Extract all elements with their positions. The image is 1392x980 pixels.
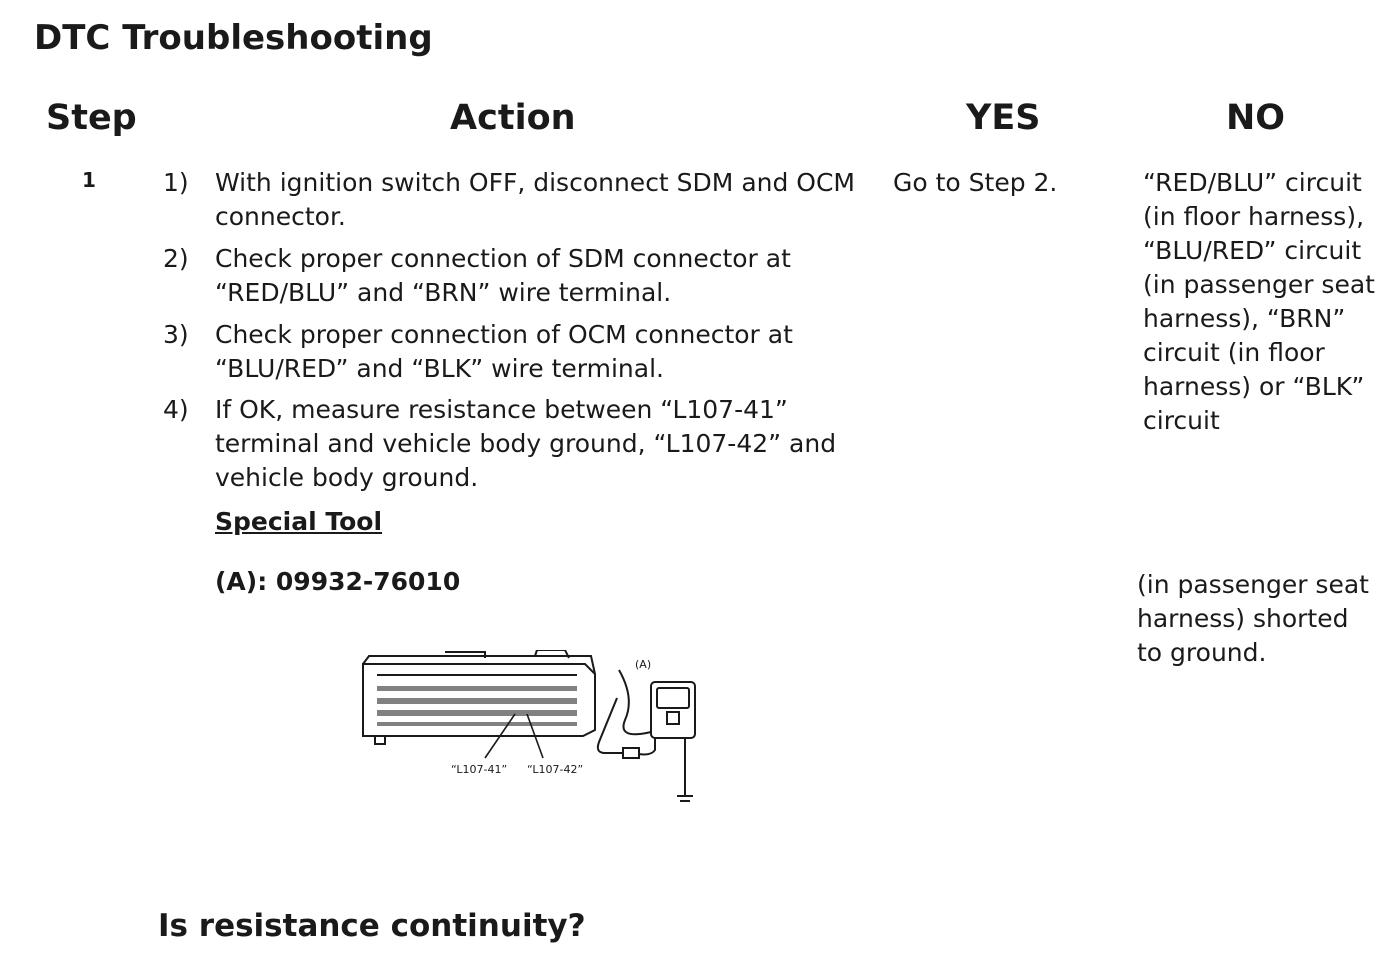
- action-item-text: Check proper connection of SDM connector at “RED/BLU” and “BRN” wire terminal.: [215, 244, 791, 307]
- terminal-label-l107-41: “L107-41”: [451, 763, 508, 776]
- column-header-step: Step: [46, 98, 137, 138]
- special-tool-number: (A): 09932-76010: [215, 567, 461, 596]
- page-title: DTC Troubleshooting: [34, 18, 433, 58]
- no-result-part-2: (in passenger seat harness) shorted to ground.: [1137, 570, 1369, 667]
- column-header-yes: YES: [966, 98, 1041, 138]
- yes-result: Go to Step 2.: [893, 168, 1058, 197]
- no-result-part-1: “RED/BLU” circuit (in floor harness), “BLU/RED” circuit (in passenger seat harness), “BRN” circuit (in floor harness) or “BLK” circuit: [1143, 168, 1375, 435]
- action-item-text: Check proper connection of OCM connector at “BLU/RED” and “BLK” wire terminal.: [215, 320, 793, 383]
- special-tool-label: Special Tool: [215, 507, 383, 536]
- terminal-label-l107-42: “L107-42”: [527, 763, 584, 776]
- action-item-text: With ignition switch OFF, disconnect SDM and OCM connector.: [215, 168, 856, 231]
- action-item-number: 4): [163, 395, 189, 424]
- column-header-no: NO: [1226, 98, 1286, 138]
- connector-measurement-diagram: [355, 650, 715, 810]
- step-number: 1: [82, 168, 96, 192]
- tool-label-a: (A): [635, 658, 652, 671]
- action-item-number: 1): [163, 168, 189, 197]
- question-text: Is resistance continuity?: [158, 908, 586, 944]
- action-item-number: 2): [163, 244, 189, 273]
- column-header-action: Action: [450, 98, 576, 138]
- action-item-number: 3): [163, 320, 189, 349]
- action-item-text: If OK, measure resistance between “L107-41” terminal and vehicle body ground, “L107-42” and vehicle body ground.: [215, 395, 837, 492]
